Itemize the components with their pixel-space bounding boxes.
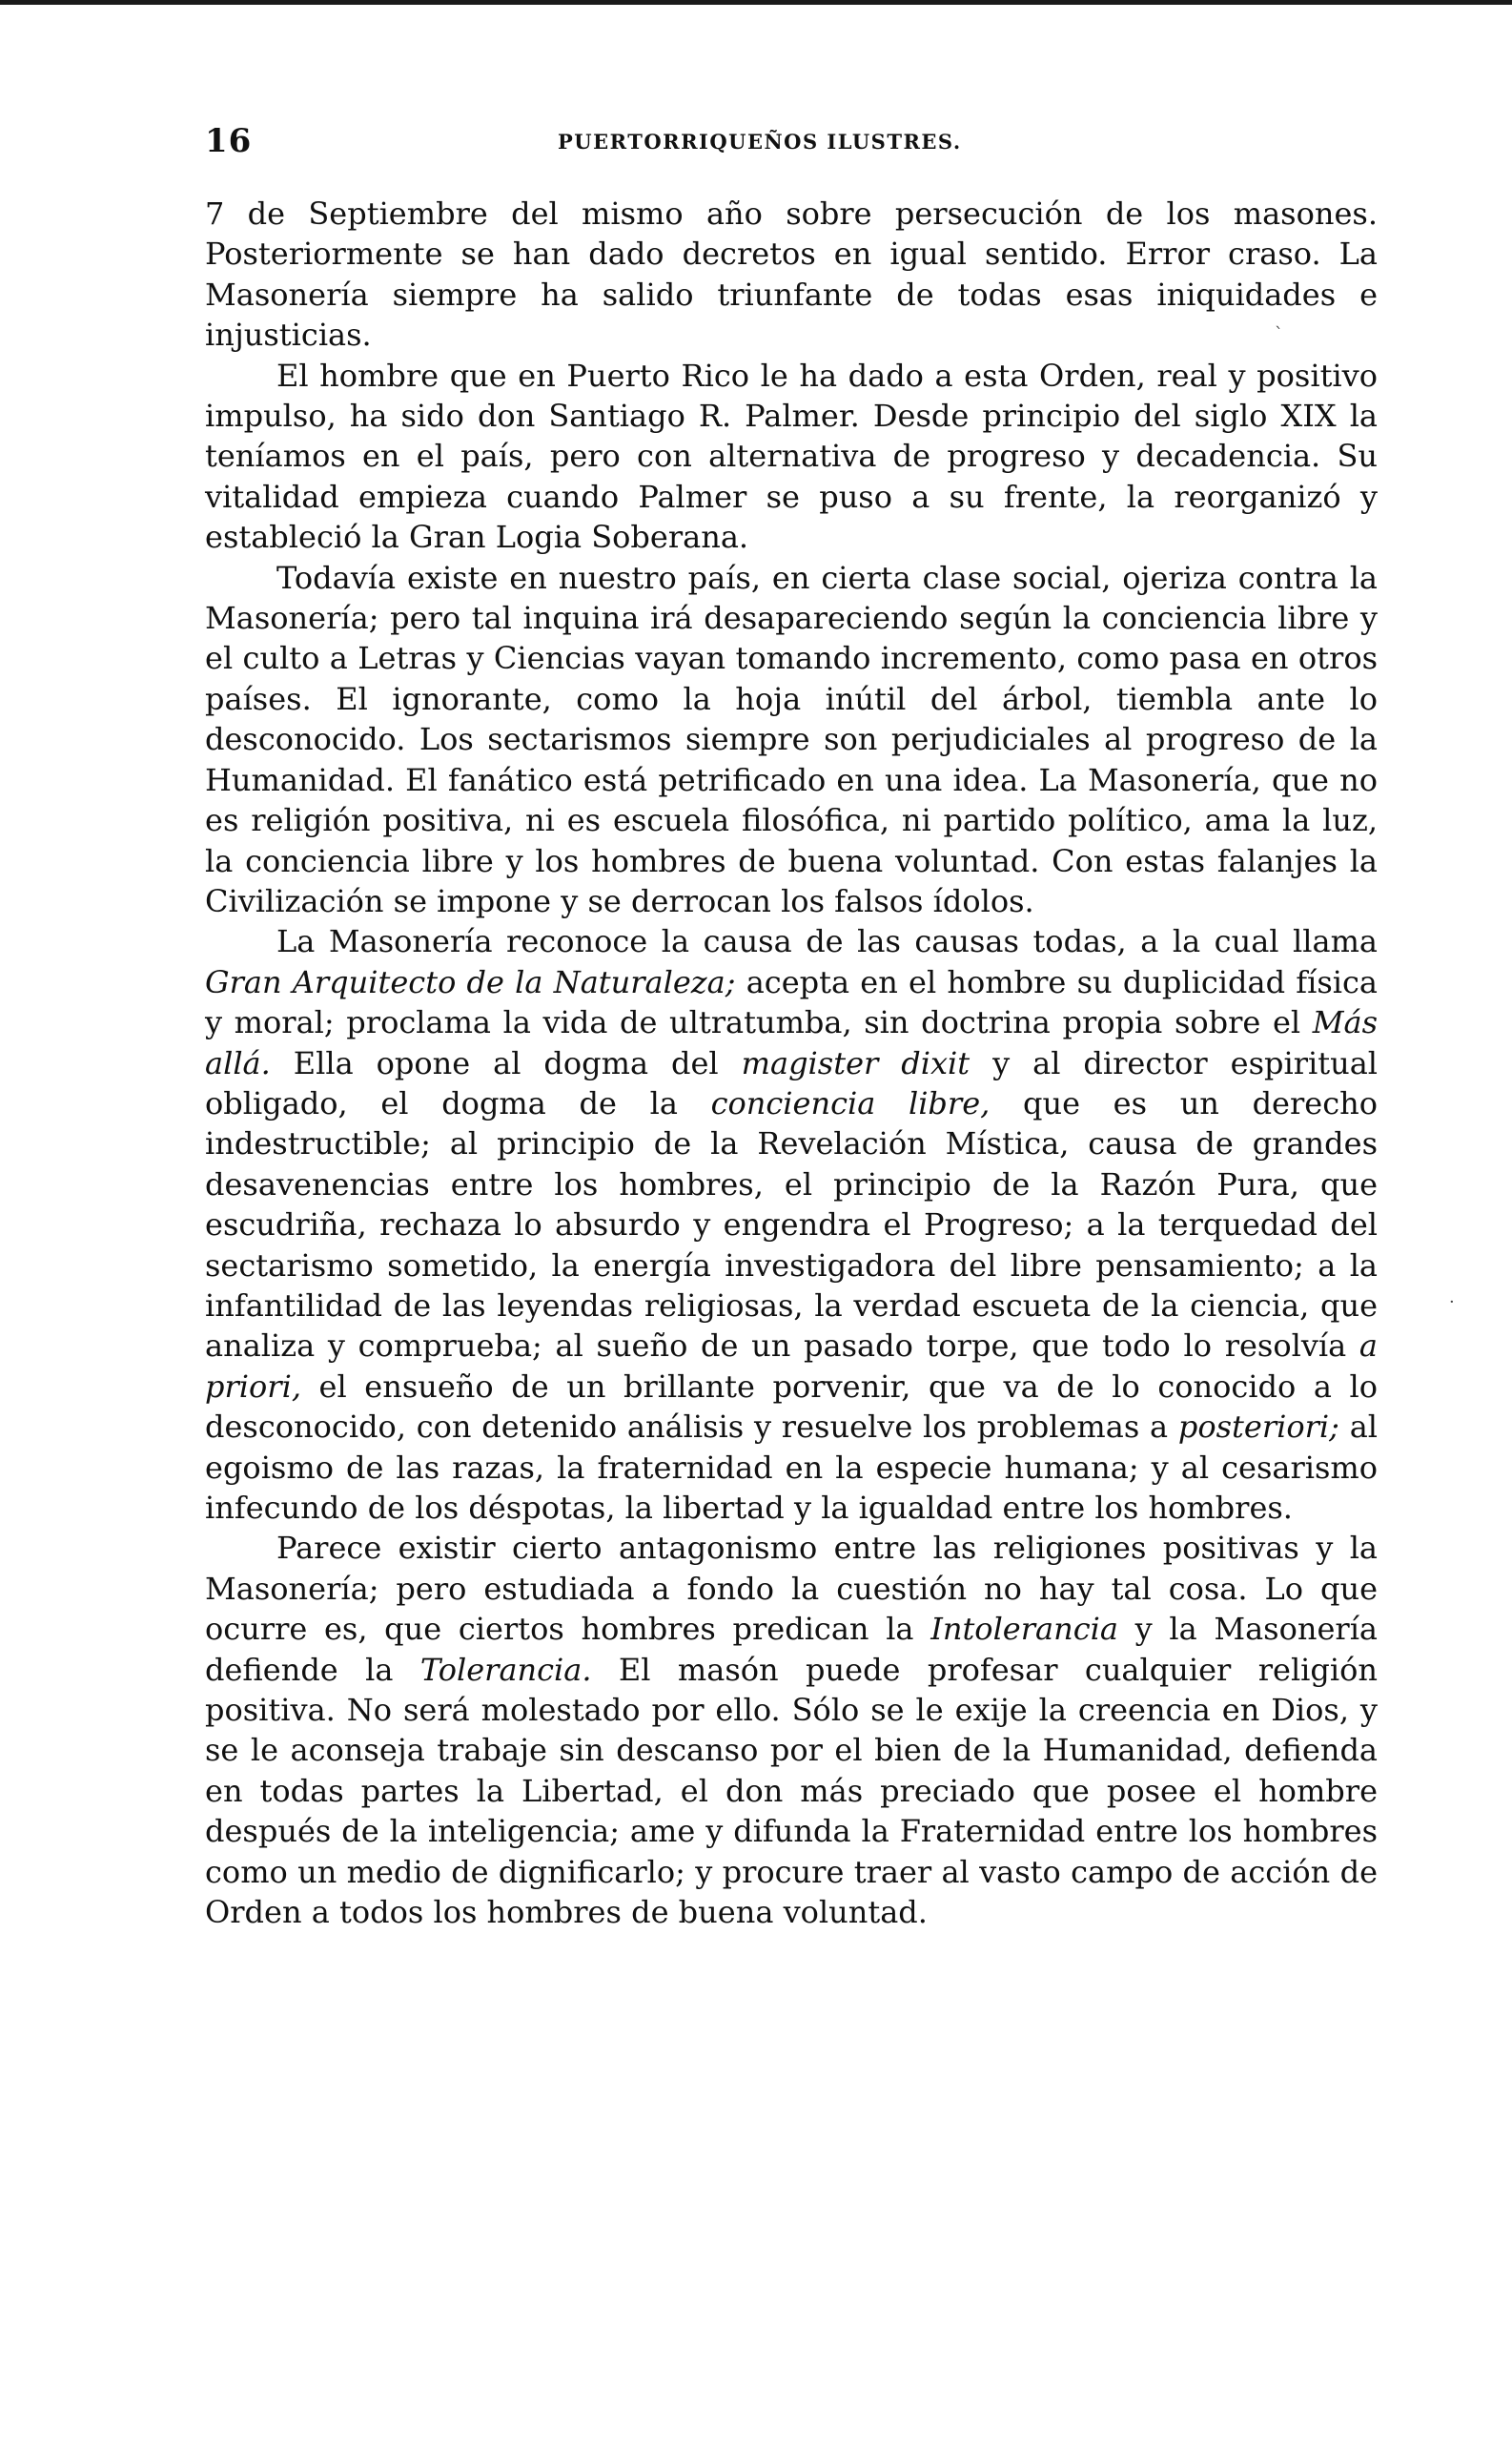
- text-run: acepta en el hombre su duplicidad física y moral; proclama la vida de ultratumba, sin doctrina propia sobre el: [205, 963, 1379, 1041]
- scan-speck: ·: [1449, 1292, 1455, 1312]
- text-run: Todavía existe en nuestro país, en cierta clase social, ojeriza contra la Masonería; pero tal inquina irá desapareciendo según la conciencia libre y el culto a Letras y Ciencias vayan tomando incremento, como pasa en otros países. El ignorante, como la hoja inútil del árbol, tiembla ante lo desconocido. Los sectarismos siempre son perjudiciales al progreso de la Humanidad. El fanático está petrificado en una idea. La Masonería, que no es religión positiva, ni es escuela filosófica, ni partido político, ama la luz, la conciencia libre y los hombres de buena voluntad. Con estas falanjes la Civilización se impone y se derrocan los falsos ídolos.: [205, 559, 1378, 919]
- italic-phrase: Gran Arquitecto de la Naturaleza;: [205, 963, 736, 1000]
- text-run: El hombre que en Puerto Rico le ha dado a esta Orden, real y positivo impulso, ha sido don Santiago R. Palmer. Desde principio del siglo XIX la teníamos en el país, pero con alternativa de progreso y decadencia. Su vitalidad empieza cuando Palmer se puso a su frente, la reorganizó y estableció la Gran Logia Soberana.: [205, 357, 1378, 556]
- paragraph: [205, 1528, 1378, 1932]
- italic-phrase: Tolerancia.: [419, 1651, 592, 1688]
- paragraph: [205, 558, 1378, 922]
- text-run: y la Masonería defiende la: [205, 1611, 1379, 1688]
- page-header: [205, 122, 1378, 170]
- text-run: que es un derecho indestructible; al principio de la Revelación Mística, causa de grandes desavenencias entre los hombres, el principio de la Razón Pura, que escudriña, rechaza lo absurdo y engendra el Progreso; a la terquedad del sectarismo sometido, la energía investigadora del libre pensamiento; a la infantilidad de las leyendas religiosas, la verdad escueta de la ciencia, que analiza y comprueba; al sueño de un pasado torpe, que todo lo resolvía: [205, 1084, 1379, 1365]
- text-run: Parece existir cierto antagonismo entre las religiones positivas y la Masonería; pero estudiada a fondo la cuestión no hay tal cosa. Lo que ocurre es, que ciertos hombres predican la: [205, 1530, 1378, 1648]
- text-run: 7 de Septiembre del mismo año sobre persecución de los masones. Posteriormente se han dado decretos en igual sentido. Error craso. La Masonería siempre ha salido triunfante de todas esas iniquidades e injusticias.: [205, 195, 1378, 354]
- italic-phrase: posteriori;: [1177, 1409, 1339, 1446]
- text-run: Ella opone al dogma del: [270, 1044, 742, 1081]
- text-run: La Masonería reconoce la causa de las causas todas, a la cual llama: [276, 923, 1378, 960]
- text-run: el ensueño de un brillante porvenir, que va de lo conocido a lo desconocido, con detenido análisis y resuelve los problemas a: [205, 1368, 1378, 1446]
- text-run: al egoismo de las razas, la fraternidad en la especie humana; y al cesarismo infecundo de los déspotas, la libertad y la igualdad entre los hombres.: [205, 1409, 1379, 1526]
- italic-phrase: Intolerancia: [930, 1611, 1118, 1648]
- italic-phrase: a priori,: [205, 1327, 1378, 1405]
- text-run: El masón puede profesar cualquier religión positiva. No será molestado por ello. Sólo se le exije la creencia en Dios, y se le aconseja trabaje sin descanso por el bien de la Humanidad, defienda en todas partes la Libertad, el don más preciado que posee el hombre después de la inteligencia; ame y difunda la Fraternidad entre los hombres como un medio de dignificarlo; y procure traer al vasto campo de acción de Orden a todos los hombres de buena voluntad.: [205, 1651, 1379, 1931]
- body-text: [205, 194, 1378, 1932]
- paragraph: [205, 194, 1378, 356]
- running-head: PUERTORRIQUEÑOS ILUSTRES.: [558, 130, 962, 154]
- top-scan-border: [0, 0, 1512, 5]
- italic-phrase: conciencia libre,: [710, 1084, 991, 1121]
- paragraph: [205, 356, 1378, 558]
- text-run: y al director espiritual obligado, el dogma de la: [205, 1044, 1379, 1121]
- paragraph: [205, 921, 1378, 1528]
- page-number: 16: [205, 122, 253, 160]
- scan-speck: ˋ: [1275, 324, 1283, 344]
- italic-phrase: magister dixit: [741, 1044, 971, 1081]
- italic-phrase: Más allá.: [205, 1004, 1378, 1081]
